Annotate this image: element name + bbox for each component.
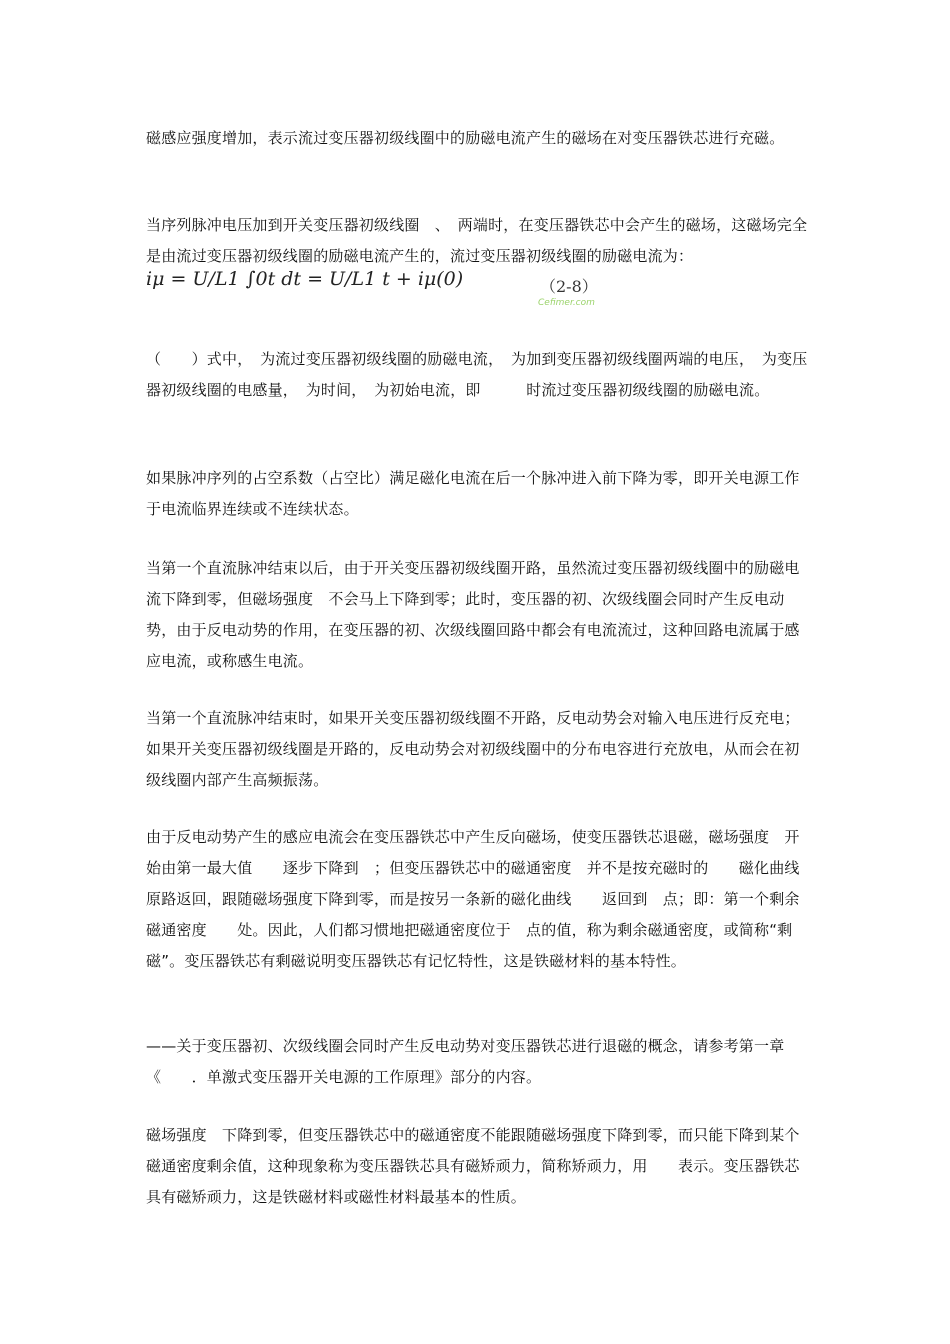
paragraph-2: 当序列脉冲电压加到开关变压器初级线圈 、 两端时，在变压器铁芯中会产生的磁场，这磁场完全是由流过变压器初级线圈的励磁电流产生的，流过变压器初级线圈的励磁电流为：	[146, 216, 808, 265]
paragraph-3: （ ）式中， 为流过变压器初级线圈的励磁电流， 为加到变压器初级线圈两端的电压， 为变压器初级线圈的电感量， 为时间， 为初始电流，即 时流过变压器初级线圈的励磁电流。	[146, 350, 808, 399]
equation-formula: iμ = U/L1 ∫0t dt = U/L1 t + iμ(0)	[146, 268, 464, 290]
paragraph-5: 当第一个直流脉冲结束以后，由于开关变压器初级线圈开路，虽然流过变压器初级线圈中的励磁电流下降到零，但磁场强度 不会马上下降到零；此时，变压器的初、次级线圈会同时产生反电动势，由于反电动势的作用，在变压器的初、次级线圈回路中都会有电流流过，这种回路电流属于感应电流，或称感生电流。	[146, 559, 800, 670]
equation-2-8	[146, 268, 606, 324]
paragraph-7: 由于反电动势产生的感应电流会在变压器铁芯中产生反向磁场，使变压器铁芯退磁，磁场强度 开始由第一最大值 逐步下降到 ；但变压器铁芯中的磁通密度 并不是按充磁时的 磁化曲线原路返回，跟随磁场强度下降到零，而是按另一条新的磁化曲线 返回到 点；即：第一个剩余磁通密度 处。因此，人们都习惯地把磁通密度位于 点的值，称为剩余磁通密度，或简称“剩磁”。变压器铁芯有剩磁说明变压器铁芯有记忆特性，这是铁磁材料的基本特性。	[146, 828, 800, 970]
paragraph-6: 当第一个直流脉冲结束时，如果开关变压器初级线圈不开路，反电动势会对输入电压进行反充电；如果开关变压器初级线圈是开路的，反电动势会对初级线圈中的分布电容进行充放电，从而会在初级线圈内部产生高频振荡。	[146, 709, 800, 789]
paragraph-8: ——关于变压器初、次级线圈会同时产生反电动势对变压器铁芯进行退磁的概念，请参考第一章《 ．单激式变压器开关电源的工作原理》部分的内容。	[146, 1037, 785, 1086]
paragraph-9: 磁场强度 下降到零，但变压器铁芯中的磁通密度不能跟随磁场强度下降到零，而只能下降到某个磁通密度剩余值，这种现象称为变压器铁芯具有磁矫顽力，简称矫顽力，用 表示。变压器铁芯具有磁矫顽力，这是铁磁材料或磁性材料最基本的性质。	[146, 1126, 800, 1206]
paragraph-4: 如果脉冲序列的占空系数（占空比）满足磁化电流在后一个脉冲进入前下降为零，即开关电源工作于电流临界连续或不连续状态。	[146, 469, 800, 518]
equation-number: （2-8）	[540, 277, 598, 296]
paragraph-1: 磁感应强度增加，表示流过变压器初级线圈中的励磁电流产生的磁场在对变压器铁芯进行充磁。	[146, 129, 785, 147]
watermark-text: Cefimer.com	[538, 298, 595, 308]
